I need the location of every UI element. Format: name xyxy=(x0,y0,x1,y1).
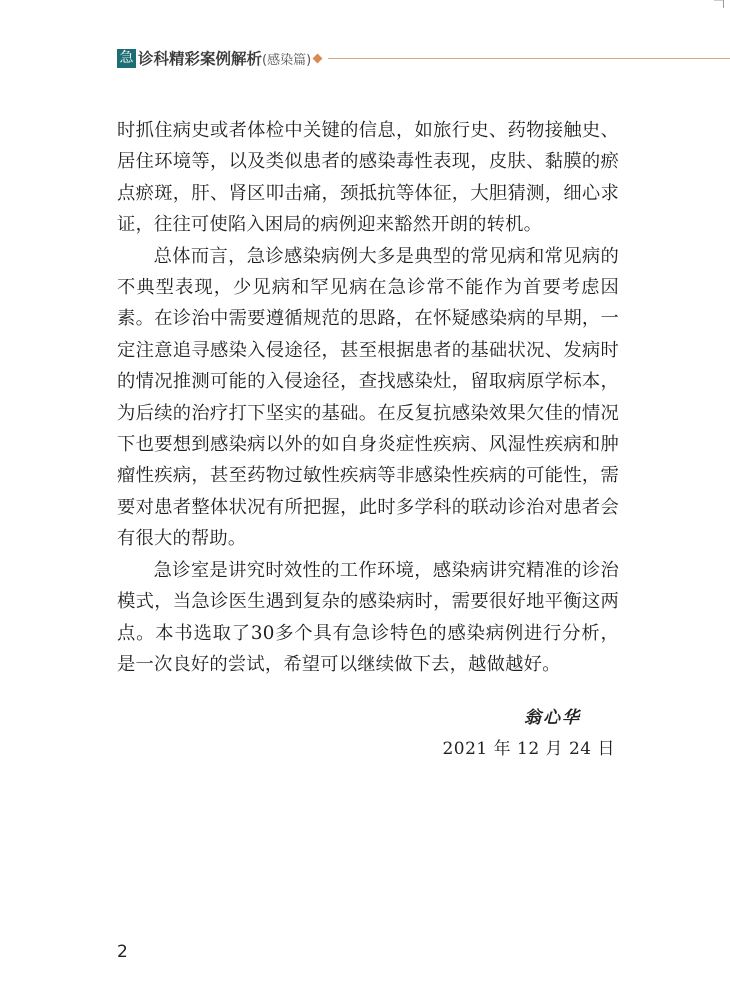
author-signature: 翁心华 xyxy=(524,708,581,728)
header-title xyxy=(138,48,311,72)
header-diamond-ornament xyxy=(313,54,323,64)
page-number: 2 xyxy=(117,942,128,962)
body-text xyxy=(117,115,619,680)
header-title-text: 诊科精彩案例解析 xyxy=(138,50,263,68)
paragraph-conclusion: 急诊室是讲究时效性的工作环境，感染病讲究精准的诊治模式，当急诊医生遇到复杂的感染病时，需要很好地平衡这两点。本书选取了30多个具有急诊特色的感染病例进行分析，是一次良好的尝试，希望可以继续做下去，越做越好。 xyxy=(117,559,619,675)
header-subtitle: (感染篇) xyxy=(262,53,312,68)
signature-date: 2021 年 12 月 24 日 xyxy=(442,739,615,759)
running-header xyxy=(117,48,730,70)
header-rule xyxy=(328,58,730,59)
corner-crop-mark xyxy=(714,0,724,10)
header-badge: 急 xyxy=(117,49,136,68)
paragraph-summary: 总体而言，急诊感染病例大多是典型的常见病和常见病的不典型表现，少见病和罕见病在急诊常不能作为首要考虑因素。在诊治中需要遵循规范的思路，在怀疑感染病的早期，一定注意追寻感染入侵途径，甚至根据患者的基础状况、发病时的情况推测可能的入侵途径，查找感染灶，留取病原学标本，为后续的治疗打下坚实的基础。在反复抗感染效果欠佳的情况下也要想到感染病以外的如自身炎症性疾病、风湿性疾病和肿瘤性疾病，甚至药物过敏性疾病等非感染性疾病的可能性，需要对患者整体状况有所把握，此时多学科的联动诊治对患者会有很大的帮助。 xyxy=(117,245,619,550)
paragraph-continuation: 时抓住病史或者体检中关键的信息，如旅行史、药物接触史、居住环境等，以及类似患者的感染毒性表现，皮肤、黏膜的瘀点瘀斑，肝、肾区叩击痛，颈抵抗等体征，大胆猜测，细心求证，往往可使陷入困局的病例迎来豁然开朗的转机。 xyxy=(117,120,619,236)
